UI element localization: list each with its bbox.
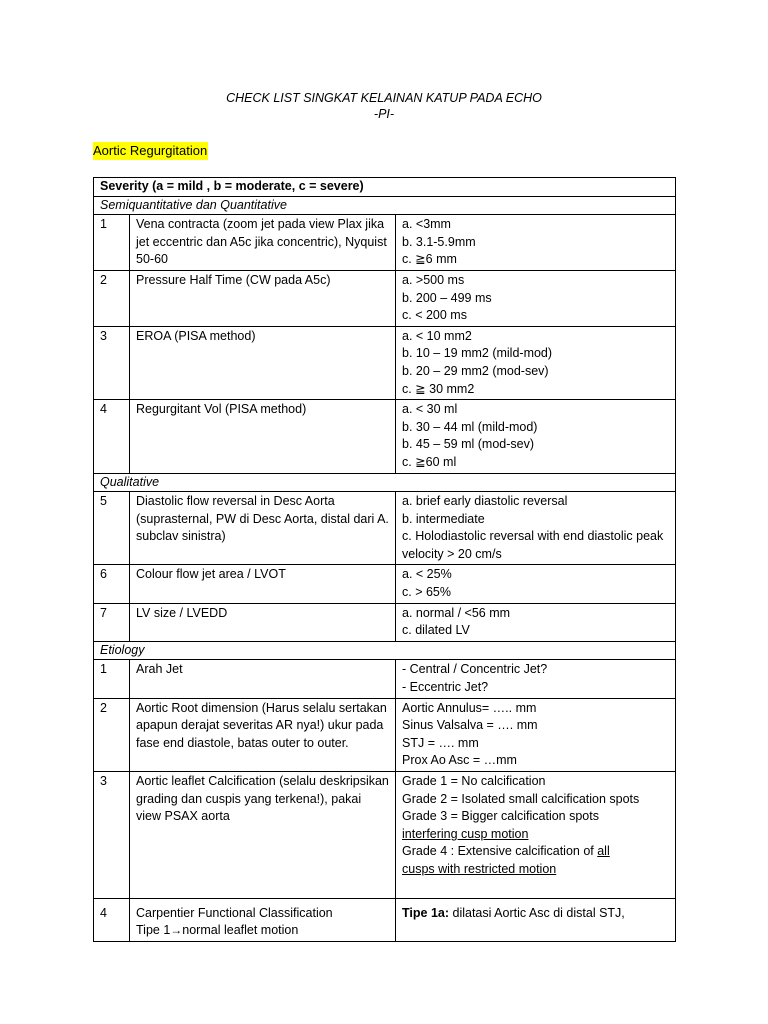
value-line: a. brief early diastolic reversal (402, 494, 568, 509)
arrow-right-icon: → (170, 923, 183, 938)
value-line: Sinus Valsalva = …. mm (402, 718, 538, 733)
checklist-table (93, 177, 676, 942)
value-line: c. dilated LV (402, 623, 470, 638)
value-line: STJ = …. mm (402, 735, 479, 750)
row-values (396, 603, 676, 641)
subsection-row (94, 196, 676, 215)
subsection-etiology: Etiology (94, 641, 676, 660)
parameter-text: normal leaflet motion (182, 923, 299, 938)
row-parameter: Vena contracta (zoom jet pada view Plax jika jet eccentric dan A5c jika concentric), Nyquist 50-60 (130, 215, 396, 271)
value-line: a. < 25% (402, 567, 452, 582)
value-text: dilatasi Aortic Asc di distal STJ, (449, 905, 625, 920)
row-number: 4 (94, 898, 130, 941)
value-line: b. 30 – 44 ml (mild-mod) (402, 419, 538, 434)
row-parameter: Aortic leaflet Calcification (selalu deskripsikan grading dan cuspis yang terkena!), pakai view PSAX aorta (130, 772, 396, 899)
row-values (396, 565, 676, 603)
row-number: 2 (94, 698, 130, 771)
table-row (94, 772, 676, 899)
row-values (396, 400, 676, 473)
value-line: b. 200 – 499 ms (402, 290, 492, 305)
value-line: c. Holodiastolic reversal with end diastolic peak velocity > 20 cm/s (402, 529, 664, 561)
row-parameter: Regurgitant Vol (PISA method) (130, 400, 396, 473)
subsection-row (94, 641, 676, 660)
row-parameter: EROA (PISA method) (130, 326, 396, 399)
value-line: a. <3mm (402, 217, 451, 232)
value-line: b. 10 – 19 mm2 (mild-mod) (402, 346, 553, 361)
row-values (396, 270, 676, 326)
row-number: 5 (94, 492, 130, 565)
value-line: c. < 200 ms (402, 308, 467, 323)
value-line: b. 45 – 59 ml (mod-sev) (402, 437, 534, 452)
row-values (396, 215, 676, 271)
row-number: 3 (94, 772, 130, 899)
value-line: c. ≧6 mm (402, 252, 457, 267)
parameter-line (136, 922, 389, 940)
subsection-qualitative: Qualitative (94, 473, 676, 492)
table-row (94, 698, 676, 771)
row-parameter (130, 898, 396, 941)
row-parameter: LV size / LVEDD (130, 603, 396, 641)
row-number: 1 (94, 215, 130, 271)
table-row (94, 270, 676, 326)
table-row (94, 603, 676, 641)
row-parameter: Arah Jet (130, 660, 396, 698)
value-label: Tipe 1a: (402, 905, 450, 920)
value-line: Grade 1 = No calcification (402, 774, 546, 788)
row-values (396, 660, 676, 698)
value-line: cusps with restricted motion (402, 861, 557, 876)
value-line: b. intermediate (402, 511, 485, 526)
row-number: 4 (94, 400, 130, 473)
value-line: - Central / Concentric Jet? (402, 662, 548, 677)
value-line: a. < 10 mm2 (402, 328, 472, 343)
parameter-line: Carpentier Functional Classification (136, 905, 333, 920)
section-heading: Aortic Regurgitation (93, 143, 208, 158)
row-number: 6 (94, 565, 130, 603)
table-row (94, 492, 676, 565)
value-line: a. normal / <56 mm (402, 605, 511, 620)
value-text-underlined: all (597, 844, 610, 859)
table-header-row (94, 178, 676, 197)
value-line: b. 3.1-5.9mm (402, 234, 476, 249)
table-row (94, 898, 676, 941)
value-line: Prox Ao Asc = …mm (402, 753, 517, 768)
row-number: 2 (94, 270, 130, 326)
value-line: interfering cusp motion (402, 826, 529, 841)
document-subtitle: -PI- (373, 107, 395, 121)
value-text: Grade 4 : Extensive calcification of (402, 844, 598, 859)
row-number: 3 (94, 326, 130, 399)
value-line: Grade 2 = Isolated small calcification spots (402, 791, 640, 806)
row-values (396, 772, 676, 899)
document-title: CHECK LIST SINGKAT KELAINAN KATUP PADA ECHO (226, 91, 542, 105)
row-values (396, 898, 676, 941)
table-header: Severity (a = mild , b = moderate, c = severe) (94, 178, 676, 197)
value-line (402, 843, 669, 861)
table-row (94, 215, 676, 271)
value-line: b. 20 – 29 mm2 (mod-sev) (402, 363, 549, 378)
row-number: 1 (94, 660, 130, 698)
subsection-quantitative: Semiquantitative dan Quantitative (94, 196, 676, 215)
value-line: a. >500 ms (402, 272, 465, 287)
row-parameter: Colour flow jet area / LVOT (130, 565, 396, 603)
table-row (94, 565, 676, 603)
row-values (396, 698, 676, 771)
value-line: c. ≧ 30 mm2 (402, 381, 475, 396)
row-parameter: Diastolic flow reversal in Desc Aorta (suprasternal, PW di Desc Aorta, distal dari A. subclav sinistra) (130, 492, 396, 565)
value-line: - Eccentric Jet? (402, 680, 489, 695)
table-row (94, 400, 676, 473)
row-values (396, 492, 676, 565)
subsection-row (94, 473, 676, 492)
row-parameter: Pressure Half Time (CW pada A5c) (130, 270, 396, 326)
value-line: c. > 65% (402, 585, 451, 600)
row-parameter: Aortic Root dimension (Harus selalu sertakan apapun derajat severitas AR nya!) ukur pada fase end diastole, batas outer to outer. (130, 698, 396, 771)
row-number: 7 (94, 603, 130, 641)
value-line: a. < 30 ml (402, 402, 458, 417)
value-line: Aortic Annulus= ….. mm (402, 700, 537, 715)
parameter-text: Tipe 1 (136, 923, 171, 938)
value-line: c. ≧60 ml (402, 454, 457, 469)
table-row (94, 326, 676, 399)
row-values (396, 326, 676, 399)
value-line: Grade 3 = Bigger calcification spots (402, 809, 599, 824)
table-row (94, 660, 676, 698)
